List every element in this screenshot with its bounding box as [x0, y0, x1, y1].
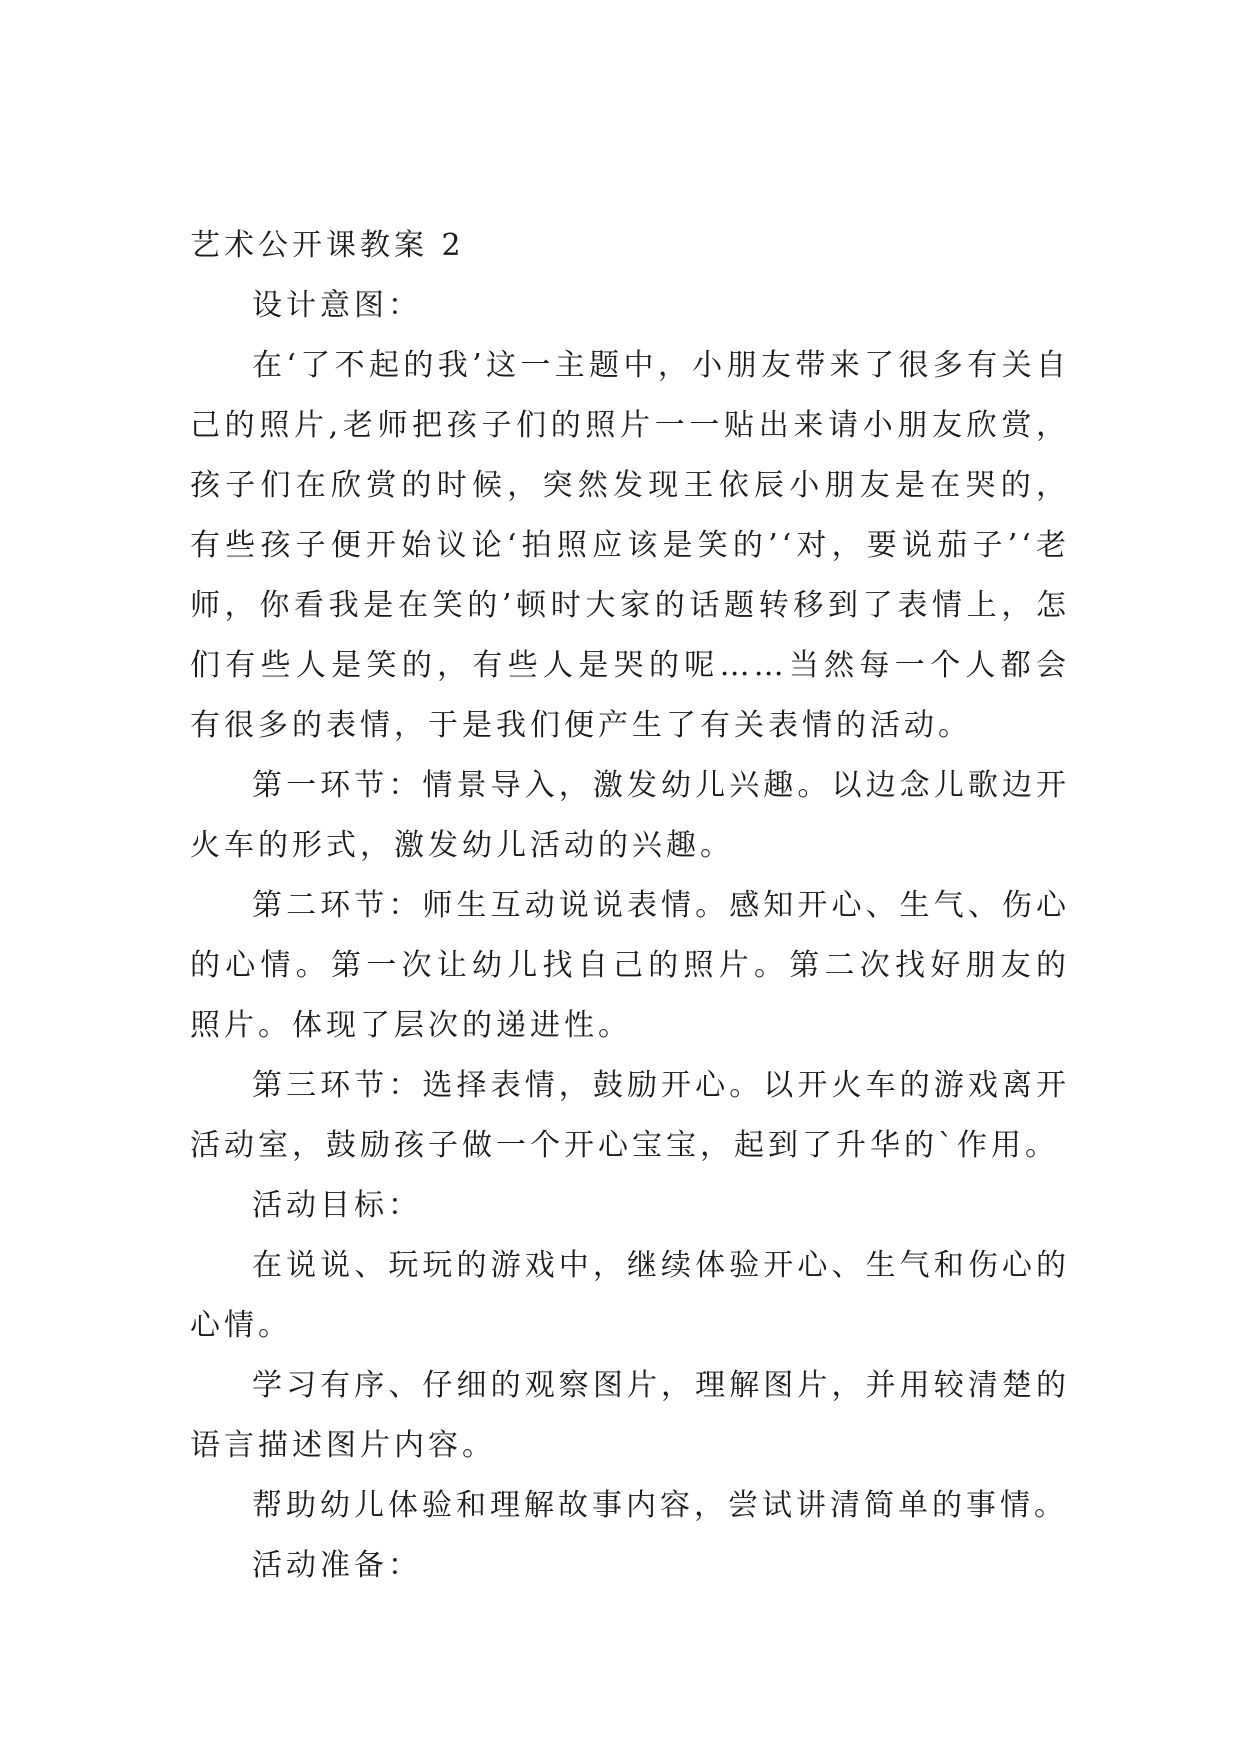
paragraph-goal-three: 帮助幼儿体验和理解故事内容，尝试讲清简单的事情。: [252, 1488, 1068, 1523]
paragraph-goal-one: 在说说、玩玩的游戏中，继续体验开心、生气和伤心的心情。: [190, 1248, 1070, 1343]
section-heading-design-intent: 设计意图：: [252, 288, 422, 323]
paragraph-goal-two: 学习有序、仔细的观察图片，理解图片，并用较清楚的语言描述图片内容。: [190, 1368, 1070, 1463]
section-heading-activity-preparation: 活动准备：: [252, 1548, 422, 1583]
document-body: [190, 216, 1070, 1596]
paragraph-stage-one: 第一环节：情景导入，激发幼儿兴趣。以边念儿歌边开火车的形式，激发幼儿活动的兴趣。: [190, 768, 1070, 863]
paragraph-stage-three: 第三环节：选择表情，鼓励开心。以开火车的游戏离开活动室，鼓励孩子做一个开心宝宝，起到了升华的`作用。: [190, 1068, 1070, 1163]
document-title: 艺术公开课教案 2: [190, 228, 465, 263]
paragraph-design-intent: 在‘了不起的我’这一主题中，小朋友带来了很多有关自己的照片,老师把孩子们的照片一一贴出来请小朋友欣赏，孩子们在欣赏的时候，突然发现王依辰小朋友是在哭的，有些孩子便开始议论‘拍照应该是笑的’‘对，要说茄子’‘老师，你看我是在笑的’顿时大家的话题转移到了表情上，怎们有些人是笑的，有些人是哭的呢……当然每一个人都会有很多的表情，于是我们便产生了有关表情的活动。: [190, 348, 1070, 743]
paragraph-stage-two: 第二环节：师生互动说说表情。感知开心、生气、伤心的心情。第一次让幼儿找自己的照片。第二次找好朋友的照片。体现了层次的递进性。: [190, 888, 1070, 1043]
section-heading-activity-goals: 活动目标：: [252, 1188, 422, 1223]
